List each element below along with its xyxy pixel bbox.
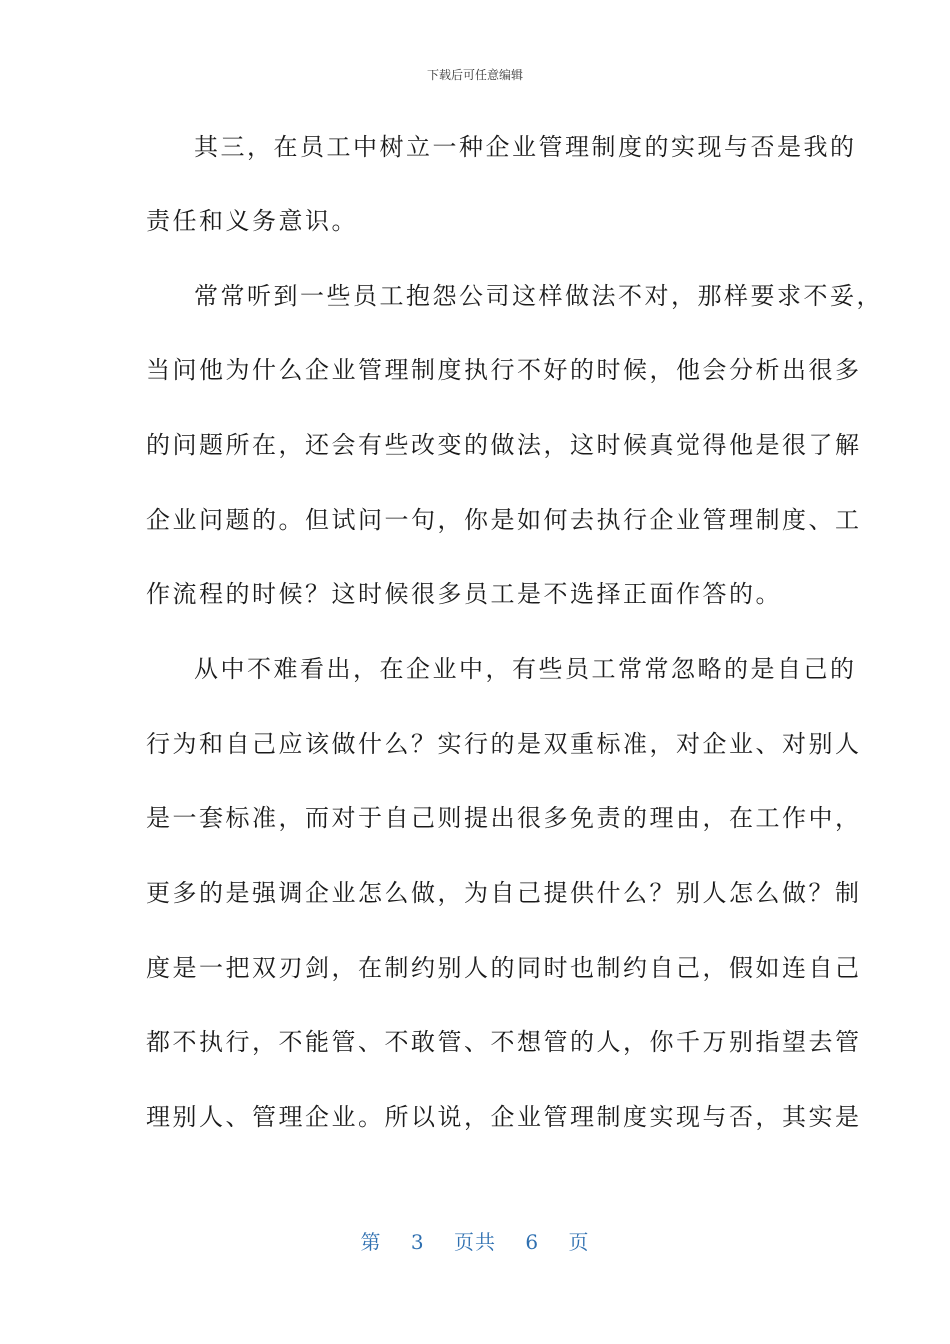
paragraph-line: 当问他为什么企业管理制度执行不好的时候，他会分析出很多 [146, 356, 862, 384]
paragraph-line: 企业问题的。但试问一句，你是如何去执行企业管理制度、工 [146, 506, 862, 534]
paragraph-line: 是一套标准，而对于自己则提出很多免责的理由，在工作中， [146, 804, 862, 832]
paragraph-line: 度是一把双刃剑，在制约别人的同时也制约自己，假如连自己 [146, 954, 862, 982]
paragraph-line: 责任和义务意识。 [146, 207, 358, 235]
paragraph-line: 常常听到一些员工抱怨公司这样做法不对，那样要求不妥， [194, 282, 883, 310]
paragraph-line: 作流程的时候？这时候很多员工是不选择正面作答的。 [146, 580, 782, 608]
footer-prefix: 第 [360, 1230, 382, 1254]
paragraph-line: 从中不难看出，在企业中，有些员工常常忽略的是自己的 [194, 655, 857, 683]
page-footer [0, 1226, 950, 1255]
header-note: 下载后可任意编辑 [426, 68, 523, 82]
footer-total-pages: 6 [525, 1230, 540, 1254]
paragraph-line: 行为和自己应该做什么？实行的是双重标准，对企业、对别人 [146, 730, 862, 758]
footer-middle: 页共 [454, 1230, 496, 1254]
paragraph-line: 其三，在员工中树立一种企业管理制度的实现与否是我的 [194, 133, 857, 161]
footer-current-page: 3 [410, 1230, 425, 1254]
paragraph-line: 都不执行，不能管、不敢管、不想管的人，你千万别指望去管 [146, 1028, 862, 1056]
paragraph-line: 更多的是强调企业怎么做，为自己提供什么？别人怎么做？制 [146, 879, 862, 907]
footer-suffix: 页 [568, 1230, 590, 1254]
paragraph-line: 理别人、管理企业。所以说，企业管理制度实现与否，其实是 [146, 1103, 862, 1131]
paragraph-line: 的问题所在，还会有些改变的做法，这时候真觉得他是很了解 [146, 431, 862, 459]
